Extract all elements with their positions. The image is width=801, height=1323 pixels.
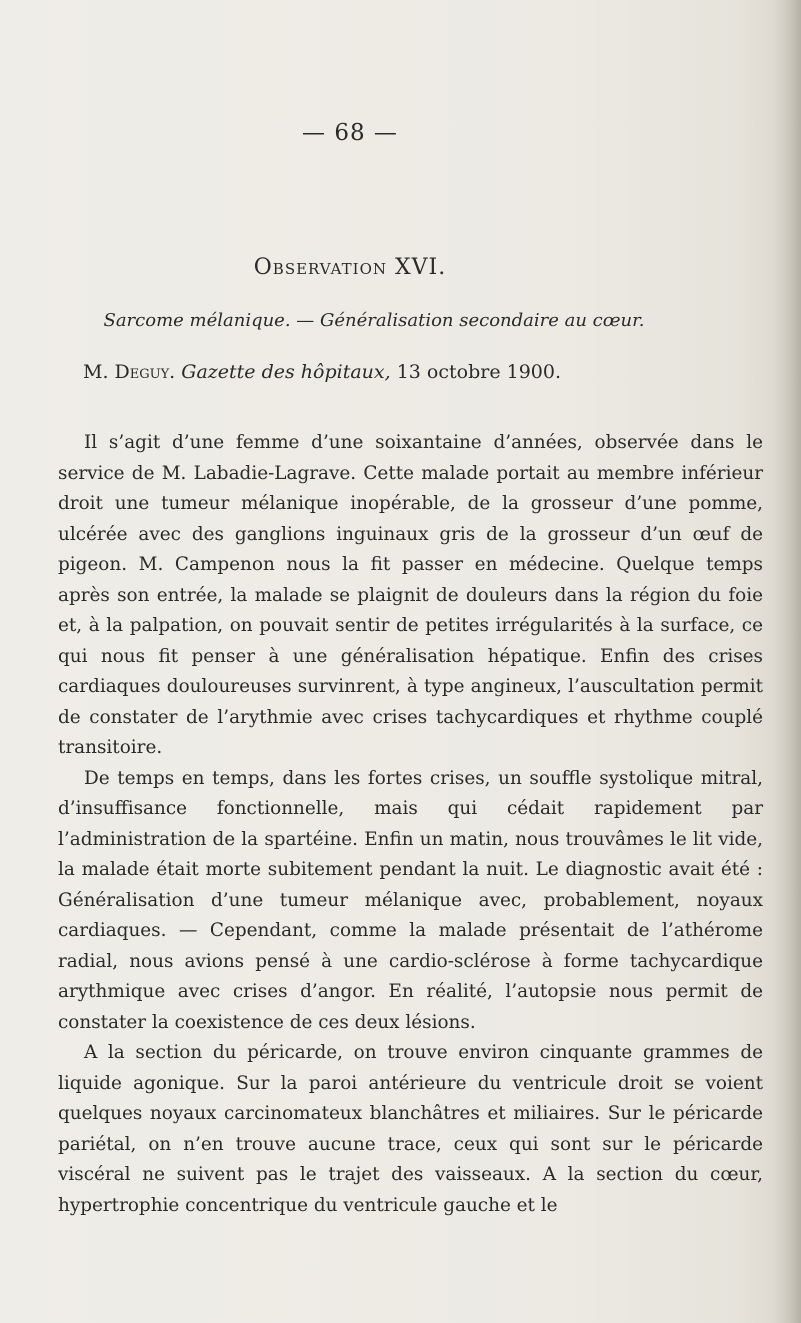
bibliographic-reference: [83, 361, 743, 383]
paragraph-3: A la section du péricarde, on trouve environ cinquante grammes de liquide agonique. Sur la paroi antérieure du ventricule droit se voient quelques noyaux carcinomateux blanchâtres et miliaires. Sur le péricarde pariétal, on n’en trouve aucune trace, ceux qui sont sur le péricarde viscéral ne suivent pas le trajet des vaisseaux. A la section du cœur, hypertrophie concentrique du ventricule gauche et le: [58, 1042, 763, 1216]
observation-subtitle: Sarcome mélanique. — Généralisation secondaire au cœur.: [103, 310, 645, 331]
page-edge-shadow: [773, 0, 801, 1323]
paragraph-2: De temps en temps, dans les fortes crises, un souffle systolique mitral, d’insuffisance fonctionnelle, mais qui cédait rapidement par l’administration de la spartéine. Enfin un matin, nous trouvâmes le lit vide, la malade était morte subitement pendant la nuit. Le diagnostic avait été : Généralisation d’une tumeur mélanique avec, probablement, noyaux cardiaques. — Cependant, comme la malade présentait de l’athérome radial, nous avions pensé à une cardio-sclérose à forme tachycardique arythmique avec crises d’angor. En réalité, l’autopsie nous permit de constater la coexistence de ces deux lésions.: [58, 767, 763, 1033]
reference-date: 13 octobre 1900.: [396, 361, 562, 383]
paragraph-1: Il s’agit d’une femme d’une soixantaine d’années, observée dans le service de M. Labadie-Lagrave. Cette malade portait au membre inférieur droit une tumeur mélanique inopérable, de la grosseur d’une pomme, ulcérée avec des ganglions inguinaux gris de la grosseur d’un œuf de pigeon. M. Campenon nous la fit passer en médecine. Quelque temps après son entrée, la malade se plaignit de douleurs dans la région du foie et, à la palpation, on pouvait sentir de petites irrégularités à la surface, ce qui nous fit penser à une généralisation hépatique. Enfin des crises cardiaques douloureuses survinrent, à type angineux, l’auscultation permit de constater de l’arythmie avec crises tachycardiques et rhythme couplé transitoire.: [58, 432, 763, 758]
page-number: — 68 —: [302, 120, 398, 146]
reference-journal: Gazette des hôpitaux,: [181, 361, 391, 383]
observation-title: Observation XVI.: [253, 255, 447, 280]
body-text: [58, 428, 763, 1221]
reference-author: M. Deguy.: [83, 361, 176, 383]
